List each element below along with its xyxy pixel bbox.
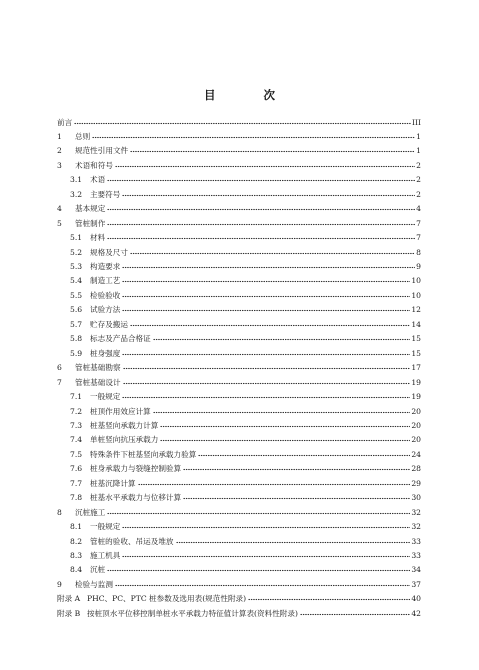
toc-entry-page: 29 [411,478,421,488]
toc-entry-page: 9 [416,262,421,271]
toc-leader-dots [130,324,410,327]
toc-entry-number: 5 [57,218,62,228]
toc-leader-dots [153,411,411,414]
toc-entry-title: 一般规定 [90,392,121,402]
toc-entry-number: 7.2 [70,406,83,416]
toc-entry-number: 5.4 [70,276,83,286]
toc-entry-number: 8.1 [70,522,83,532]
toc-entry-page: 17 [411,363,421,373]
toc-entry-page: 10 [411,276,421,286]
toc-entry-title: 桩基竖向承载力计算 [90,420,159,430]
toc-entry[interactable] [57,589,421,604]
toc-entry-page: 15 [411,334,421,344]
toc-leader-dots [92,136,415,139]
toc-entry-title: 单桩竖向抗压承载力 [90,435,159,445]
toc-entry-number: 5.2 [70,247,83,257]
toc-entry-number: 附录 A [57,594,81,604]
toc-entry[interactable] [70,285,421,300]
toc-entry-title: 管桩基础设计 [75,377,121,387]
toc-leader-dots [198,454,410,457]
toc-entry[interactable] [70,401,421,416]
toc-entry-page: 7 [416,218,421,228]
toc-entry-page: 24 [411,449,421,459]
toc-leader-dots [122,526,410,529]
toc-entry-title: 试验方法 [90,305,121,315]
toc-leader-dots [122,266,415,269]
toc-entry-page: 20 [411,406,421,416]
toc-leader-dots [107,179,415,182]
toc-entry[interactable] [57,199,421,214]
toc-entry-number: 8.3 [70,551,83,560]
toc-entry-number: 7.8 [70,493,83,503]
toc-entry[interactable] [57,126,421,141]
toc-entry-page: 42 [411,608,421,618]
toc-leader-dots [123,382,411,385]
toc-entry[interactable] [70,387,421,402]
toc-entry-page: 20 [411,420,421,430]
toc-entry[interactable] [57,112,421,127]
toc-entry[interactable] [70,257,421,272]
toc-entry-number: 7.4 [70,435,83,445]
toc-entry-title: 桩身承载力与裂缝控制验算 [90,464,182,474]
toc-leader-dots [130,150,415,153]
toc-entry-page: 34 [411,565,421,575]
toc-entry-title: 制造工艺 [90,276,121,286]
toc-entry-number: 8.4 [70,565,83,575]
toc-leader-dots [248,598,410,601]
toc-entry-number: 7.3 [70,420,83,430]
toc-entry-page: 1 [416,131,421,141]
toc-leader-dots [160,425,410,428]
toc-entry-page: 32 [411,522,421,532]
toc-entry-title: 前言 [57,117,73,127]
toc-leader-dots [176,541,411,544]
toc-leader-dots [153,338,411,341]
toc-entry-title: 总则 [75,131,91,141]
toc-entry-number: 9 [57,579,62,589]
toc-entry-number: 5.1 [70,233,83,243]
toc-entry[interactable] [57,603,421,618]
toc-entry-page: III [412,117,421,127]
toc-leader-dots [123,367,411,370]
toc-entry-title: 施工机具 [90,551,121,560]
toc-entry-number: 8 [57,507,62,517]
toc-entry-page: 33 [411,551,421,560]
toc-entry[interactable] [70,531,421,546]
toc-entry-title: 特殊条件下桩基竖向承载力验算 [90,449,197,459]
toc-entry-title: 标志及产品合格证 [90,334,151,344]
toc-entry-title: 术语和符号 [75,160,113,170]
toc-leader-dots [74,122,411,125]
toc-entry-number: 7 [57,377,62,387]
toc-entry[interactable] [57,141,421,156]
toc-entry-page: 2 [416,175,421,185]
toc-leader-dots [122,309,410,312]
toc-entry-page: 33 [411,536,421,546]
toc-entry[interactable] [70,459,421,474]
toc-entry[interactable] [70,343,421,358]
toc-entry-page: 10 [411,290,421,300]
toc-entry[interactable] [70,517,421,532]
toc-entry[interactable] [70,184,421,199]
toc-entry-number: 7.1 [70,392,83,402]
toc-entry-page: 8 [416,247,421,257]
toc-entry-number: 4 [57,204,62,214]
toc-entry-number: 7.7 [70,478,83,488]
toc-entry-title: 一般规定 [90,522,121,532]
toc-entry-title: 管桩基础勘察 [75,363,121,373]
toc-entry-page: 1 [416,146,421,156]
toc-entry-number: 5.9 [70,348,83,358]
toc-leader-dots [122,396,410,399]
toc-entry-title: 检验验收 [90,290,121,300]
toc-entry[interactable] [70,314,421,329]
toc-leader-dots [107,512,410,515]
toc-leader-dots [122,555,410,558]
toc-entry-page: 15 [411,348,421,358]
toc-leader-dots [107,569,410,572]
toc-entry[interactable] [70,560,421,575]
toc-entry-page: 32 [411,507,421,517]
toc-entry-title: 桩基水平承载力与位移计算 [90,493,182,503]
toc-entry-number: 2 [57,146,62,156]
toc-entry-title: 沉桩 [90,565,106,575]
toc-entry-number: 1 [57,131,62,141]
toc-entry-title: 检验与监测 [75,579,113,589]
toc-entry-page: 30 [411,493,421,503]
toc-entry-title: 基本规定 [75,204,106,214]
toc-entry-number: 6 [57,363,62,373]
toc-entry-number: 5.6 [70,305,83,315]
toc-entry-page: 14 [411,319,421,329]
toc-title: 目 次 [203,88,297,102]
toc-entry-page: 19 [411,377,421,387]
toc-entry-title: 规范性引用文件 [75,146,129,156]
toc-entry-number: 5.3 [70,262,83,271]
toc-entry-title: 材料 [90,233,106,243]
toc-leader-dots [115,584,410,587]
toc-entry-number: 8.2 [70,536,83,546]
toc-leader-dots [138,483,411,486]
toc-leader-dots [107,208,415,211]
toc-entry-page: 37 [411,579,421,589]
toc-leader-dots [107,223,415,226]
toc-entry-number: 附录 B [57,608,81,618]
toc-entry[interactable] [57,358,421,373]
toc-entry-title: 管桩制作 [75,218,106,228]
toc-entry-page: 2 [416,160,421,170]
toc-entry-page: 4 [416,204,421,214]
toc-entry[interactable] [57,155,421,170]
toc-entry-title: 按桩顶水平位移控制单桩水平承载力特征值计算表(资料性附录) [87,608,298,618]
toc-entry-title: PHC、PC、PTC 桩参数及选用表(规范性附录) [87,594,247,604]
toc-leader-dots [130,252,415,255]
toc-entry-title: 桩身强度 [90,348,121,358]
toc-entry-page: 12 [411,305,421,315]
toc-entry-number: 3 [57,160,62,170]
toc-entry-number: 5.7 [70,319,83,329]
toc-entry-page: 2 [416,189,421,199]
toc-entry[interactable] [57,213,421,228]
toc-entry[interactable] [70,546,421,561]
toc-entry-number: 3.1 [70,175,83,185]
toc-entry[interactable] [70,444,421,459]
toc-entry-number: 3.2 [70,189,83,199]
toc-leader-dots [160,439,410,442]
toc-entry[interactable] [70,473,421,488]
toc-entry-number: 5.5 [70,290,83,300]
toc-entry-page: 28 [411,464,421,474]
toc-entry-number: 7.5 [70,449,83,459]
toc-entry-title: 贮存及搬运 [90,319,128,329]
toc-leader-dots [183,497,410,500]
toc-leader-dots [107,237,415,240]
toc-entry[interactable] [70,329,421,344]
toc-leader-dots [183,468,410,471]
toc-entry-title: 主要符号 [90,189,121,199]
toc-leader-dots [122,353,410,356]
toc-leader-dots [122,295,410,298]
toc-entry[interactable] [70,228,421,243]
toc-entry[interactable] [57,502,421,517]
toc-entry[interactable] [70,488,421,503]
toc-entry[interactable] [70,242,421,257]
toc-entry-number: 7.6 [70,464,83,474]
toc-entry-page: 40 [411,594,421,604]
toc-entry[interactable] [70,300,421,315]
toc-entry-title: 沉桩施工 [75,507,106,517]
toc-entry[interactable] [70,415,421,430]
toc-entry-title: 桩顶作用效应计算 [90,406,151,416]
toc-leader-dots [122,194,415,197]
toc-entry-page: 19 [411,392,421,402]
toc-entry[interactable] [57,372,421,387]
toc-entry-number: 5.8 [70,334,83,344]
toc-entry-title: 桩基沉降计算 [90,478,136,488]
toc-entry[interactable] [70,271,421,286]
toc-entry-title: 规格及尺寸 [90,247,128,257]
toc-entry-page: 7 [416,233,421,243]
toc-leader-dots [122,280,410,283]
toc-leader-dots [115,165,415,168]
toc-entry-title: 术语 [90,175,106,185]
toc-entry[interactable] [70,430,421,445]
toc-leader-dots [300,613,410,616]
toc-entry[interactable] [70,170,421,185]
toc-entry-page: 20 [411,435,421,445]
toc-entry[interactable] [57,574,421,589]
toc-entry-title: 构造要求 [90,262,121,271]
toc-entry-title: 管桩的验收、吊运及堆放 [90,536,174,546]
